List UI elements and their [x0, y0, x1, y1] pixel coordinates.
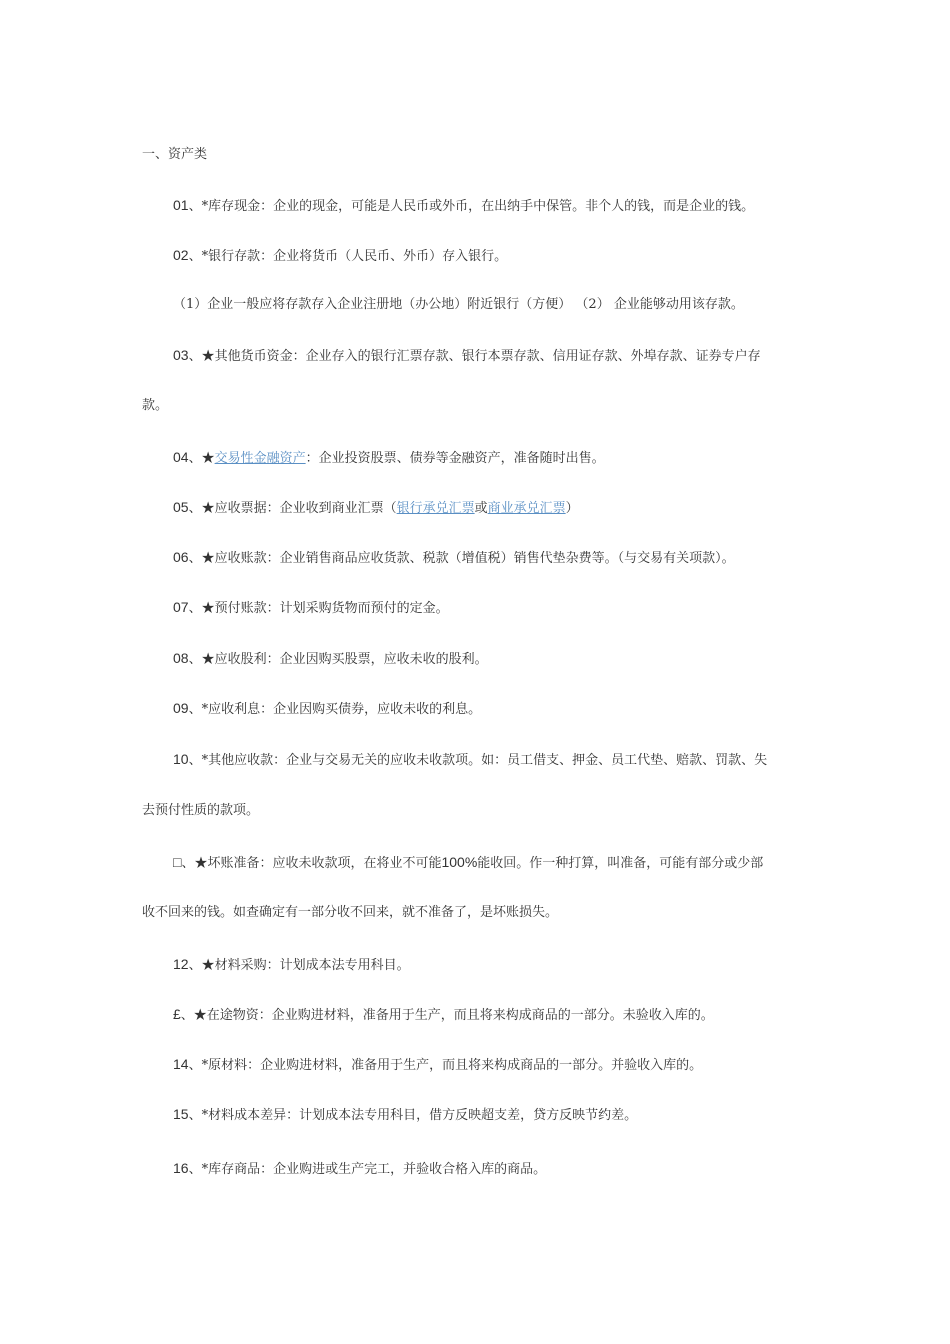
item-14: [173, 1054, 830, 1076]
item-text: 、*其他应收款：企业与交易无关的应收未收款项。如：员工借支、押金、员工代垫、赔款、罚款、失: [188, 753, 768, 768]
commercial-acceptance-bill-link[interactable]: 商业承兑汇票: [487, 501, 566, 516]
item-02-note: [173, 295, 830, 315]
item-number: 10: [173, 751, 189, 767]
note-part-3: 企业能够动用该存款。: [613, 297, 744, 312]
item-16: [173, 1158, 830, 1180]
item-08: [173, 648, 830, 670]
trading-financial-assets-link[interactable]: 交易性金融资产: [214, 451, 306, 466]
item-text: 、*库存现金：企业的现金，可能是人民币或外币，在出纳手中保管。非个人的钱，而是企业的钱。: [188, 199, 755, 214]
item-text: 、*库存商品：企业购进或生产完工，并验收合格入库的商品。: [188, 1162, 547, 1177]
item-number: 01: [173, 197, 189, 213]
section-title: 一、资产类: [142, 147, 208, 162]
item-text: 、*应收利息：企业因购买债券，应收未收的利息。: [188, 702, 482, 717]
item-number: □: [173, 854, 182, 870]
item-text-post: 能收回。作一种打算，叫准备，可能有部分或少部: [477, 856, 764, 871]
item-number: 08: [173, 650, 189, 666]
note-part-2: （2）: [575, 297, 610, 312]
item-12: [173, 954, 830, 976]
item-number: 04: [173, 449, 189, 465]
item-04: [173, 447, 830, 469]
item-02: [173, 245, 830, 267]
item-number: 07: [173, 599, 189, 615]
item-09: [173, 698, 830, 720]
item-number: 15: [173, 1106, 189, 1122]
item-text: 、★预付账款：计划采购货物而预付的定金。: [188, 601, 449, 616]
item-text: 、*材料成本差异：计划成本法专用科目，借方反映超支差，贷方反映节约差。: [188, 1108, 638, 1123]
item-03-continuation: 款。: [142, 398, 169, 413]
item-number: £: [173, 1006, 181, 1022]
item-percent: 100%: [441, 854, 478, 870]
item-text: 、★其他货币资金：企业存入的银行汇票存款、银行本票存款、信用证存款、外埠存款、证券专户存: [188, 349, 761, 364]
item-11-continuation: 收不回来的钱。如查确定有一部分收不回来，就不准备了，是坏账损失。: [142, 905, 559, 920]
item-text: 、★应收股利：企业因购买股票，应收未收的股利。: [188, 652, 488, 667]
item-number: 03: [173, 347, 189, 363]
item-06: [173, 547, 830, 569]
item-number: 14: [173, 1056, 189, 1072]
item-number: 05: [173, 499, 189, 515]
item-10-continuation: 去预付性质的款项。: [142, 803, 260, 818]
item-text-pre: 、★: [188, 451, 215, 466]
item-number: 09: [173, 700, 189, 716]
item-text: 、★材料采购：计划成本法专用科目。: [188, 958, 410, 973]
item-05: [173, 497, 830, 519]
item-text: 、★应收账款：企业销售商品应收货款、税款（增值税）销售代垫杂费等。（与交易有关项款）。: [188, 551, 735, 566]
item-number: 12: [173, 956, 189, 972]
item-text: 、*原材料：企业购进材料，准备用于生产，而且将来构成商品的一部分。并验收入库的。: [188, 1058, 703, 1073]
item-13: [173, 1004, 830, 1026]
item-03: [173, 345, 830, 367]
item-number: 16: [173, 1160, 189, 1176]
item-number: 06: [173, 549, 189, 565]
item-text-pre: 、★应收票据：企业收到商业汇票（: [188, 501, 397, 516]
item-text-pre: 、★坏账准备：应收未收款项，在将业不可能: [181, 856, 442, 871]
item-text-post: ）: [565, 501, 579, 516]
item-10: [173, 749, 830, 771]
bank-acceptance-bill-link[interactable]: 银行承兑汇票: [396, 501, 475, 516]
item-01: [173, 195, 830, 217]
item-07: [173, 597, 830, 619]
item-text: 、★在途物资：企业购进材料，准备用于生产，而且将来构成商品的一部分。未验收入库的。: [180, 1008, 714, 1023]
item-text-mid: 或: [474, 501, 488, 516]
item-15: [173, 1104, 830, 1126]
item-11: [173, 852, 830, 874]
item-number: 02: [173, 247, 189, 263]
item-text: 、*银行存款：企业将货币（人民币、外币）存入银行。: [188, 249, 508, 264]
note-part-1: （1）企业一般应将存款存入企业注册地（办公地）附近银行（方便）: [173, 297, 572, 312]
item-text-post: ：企业投资股票、债券等金融资产，准备随时出售。: [305, 451, 605, 466]
